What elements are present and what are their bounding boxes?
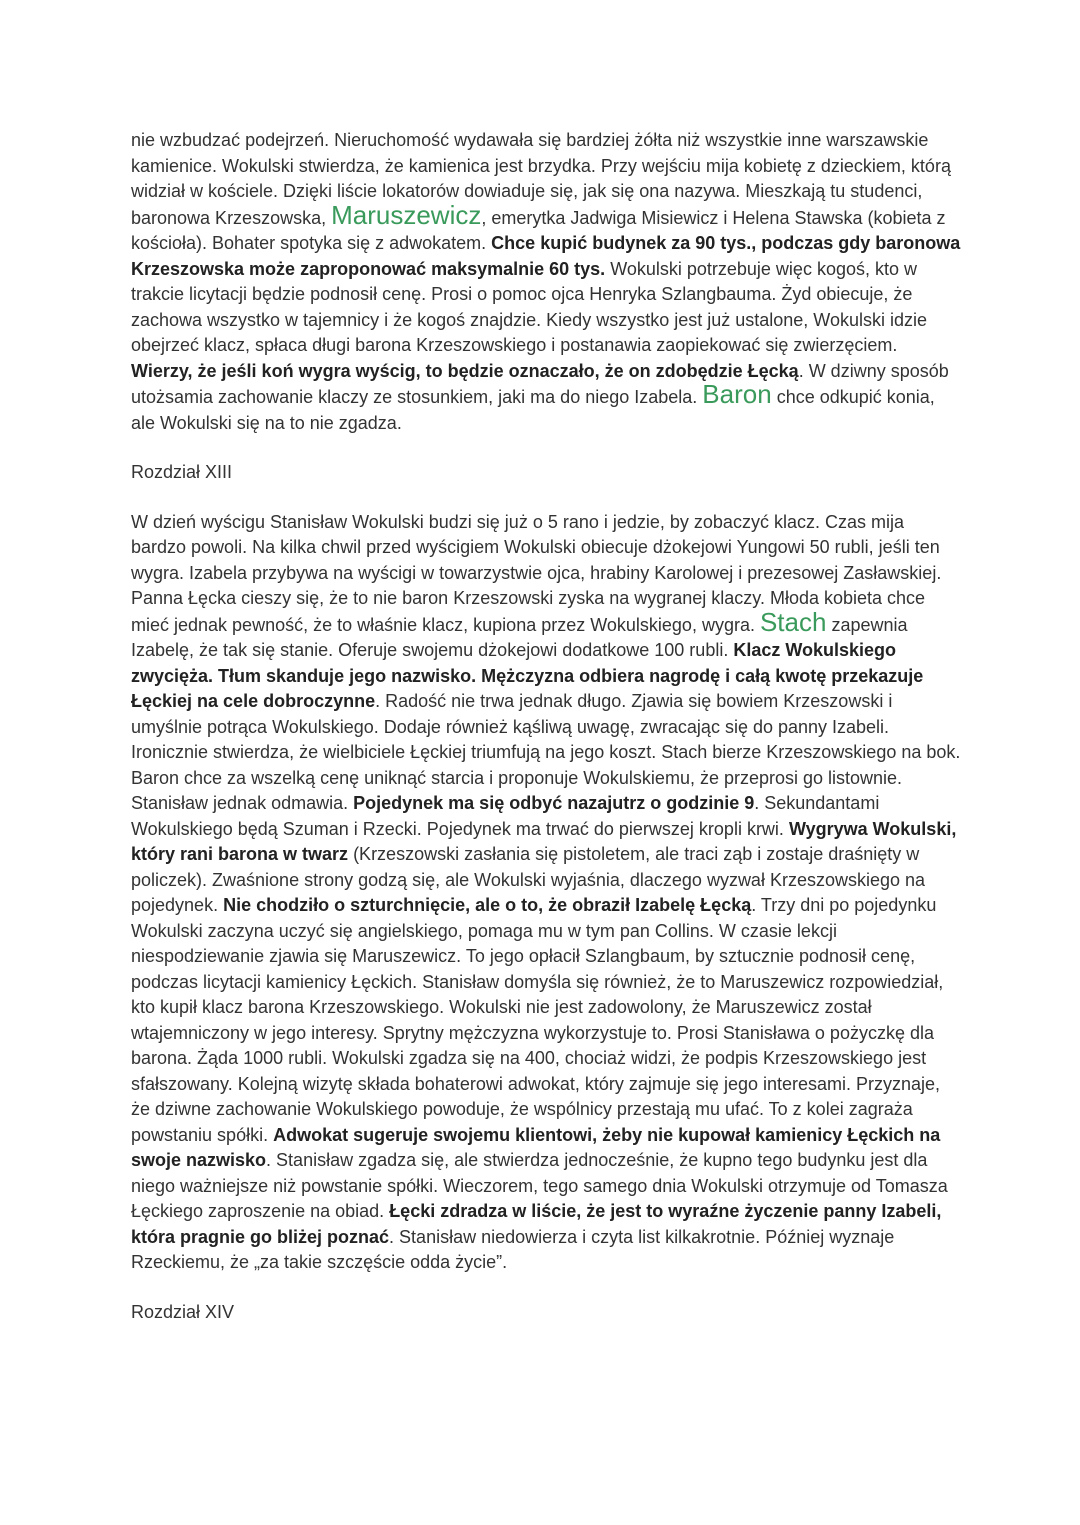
text-run: , emerytka Jadwiga Misiewicz i Helena Stawska (kobieta z kościoła). Bohater spotyka się z adwokatem. [131,207,946,253]
text-run: Wokulski potrzebuje więc kogoś, kto w trakcie licytacji będzie podnosił cenę. Prosi o pomoc ojca Henryka Szlangbauma. Żyd obiecuje, że zachowa wszystko w tajemnicy i że kogoś znajdzie. Kiedy wszystko jest już ustalone, Wokulski idzie obejrzeć klacz, spłaca długi barona Krzeszowskiego i postanawia zaopiekować się zwierzęciem. [131,258,927,355]
bold-text: Nie chodziło o szturchnięcie, ale o to, że obraził Izabelę Łęcką [223,895,752,915]
text-run: . W dziwny sposób utożsamia zachowanie klaczy ze stosunkiem, jaki ma do niego Izabela. [131,360,949,407]
bold-text: Chce kupić budynek za 90 tys., podczas gdy baronowa Krzeszowska może zaproponować maksymalnie 60 tys. [131,233,961,279]
bold-text: Klacz Wokulskiego zwycięża. Tłum skanduje jego nazwisko. Mężczyzna odbiera nagrodę i całą kwotę przekazuje Łęckiej na cele dobroczynne [131,640,924,711]
text-run: . Stanisław zgadza się, ale stwierdza jednocześnie, że kupno tego budynku jest dla niego ważniejsze niż powstanie spółki. Wieczorem, tego samego dnia Wokulski otrzymuje od Tomasza Łęckiego zaproszenie na obiad. [131,1150,948,1221]
text-run: nie wzbudzać podejrzeń. Nieruchomość wydawała się bardziej żółta niż wszystkie inne warszawskie kamienice. Wokulski stwierdza, że kamienica jest brzydka. Przy wejściu mija kobietę z dzieckiem, którą widział w kościele. Dzięki liście lokatorów dowiaduje się, jak się ona nazywa. Mieszkają tu studenci, baronowa Krzeszowska, [131,130,951,228]
text-run: zapewnia Izabelę, że tak się stanie. Oferuje swojemu dżokejowi dodatkowe 100 rubli. [131,614,908,660]
text-run: W dzień wyścigu Stanisław Wokulski budzi się już o 5 rano i jedzie, by zobaczyć klacz. Czas mija bardzo powoli. Na kilka chwil przed wyścigiem Wokulski obiecuje dżokejowi Yungowi 50 rubli, jeśli ten wygra. Izabela przybywa na wyścigi w towarzystwie ojca, hrabiny Karolowej i prezesowej Zasławskiej. Panna Łęcka cieszy się, że to nie baron Krzeszowski zyska na wygranej klaczy. Młoda kobieta chce mieć jednak pewność, że to właśnie klacz, kupiona przez Wokulskiego, wygra. [131,511,942,635]
paragraph-1 [131,128,961,436]
chapter-heading-xiii: Rozdział XIII [131,462,233,482]
document-body [131,128,961,1325]
text-run: (Krzeszowski zasłania się pistoletem, ale traci ząb i zostaje draśnięty w policzek). Zwaśnione strony godzą się, ale Wokulski wyjaśnia, dlaczego wyzwał Krzeszowskiego na pojedynek. [131,844,926,915]
paragraph-2 [131,510,961,1276]
text-run: . Radość nie trwa jednak długo. Zjawia się bowiem Krzeszowski i umyślnie potrąca Wokulskiego. Dodaje również kąśliwą uwagę, zwracając się do panny Izabeli. Ironicznie stwierdza, że wielbiciele Łęckiej triumfują na jego koszt. Stach bierze Krzeszowskiego na bok. Baron chce za wszelką cenę uniknąć starcia i proponuje Wokulskiemu, że przeprosi go listownie. Stanisław jednak odmawia. [131,691,961,813]
chapter-heading-xiv: Rozdział XIV [131,1301,235,1322]
bold-text: Adwokat sugeruje swojemu klientowi, żeby nie kupował kamienicy Łęckich na swoje nazwisko [131,1124,941,1170]
bold-text: Wygrywa Wokulski, który rani barona w twarz [131,818,957,864]
highlighted-name: Maruszewicz [331,199,482,230]
bold-text: Wierzy, że jeśli koń wygra wyścig, to będzie oznaczało, że on zdobędzie Łęcką [131,360,799,381]
bold-text: Łęcki zdradza w liście, że jest to wyraźne życzenie panny Izabeli, która pragnie go bliżej poznać [131,1201,942,1247]
text-run: . Trzy dni po pojedynku Wokulski zaczyna uczyć się angielskiego, pomaga mu w tym pan Collins. W czasie lekcji niespodziewanie zjawia się Maruszewicz. To jego opłacił Szlangbaum, by sztucznie podnosił cenę, podczas licytacji kamienicy Łęckich. Stanisław domyśla się również, że to Maruszewicz rozpowiedział, kto kupił klacz barona Krzeszowskiego. Wokulski nie jest zadowolony, że Maruszewicz został wtajemniczony w jego interesy. Sprytny mężczyzna wykorzystuje to. Prosi Stanisława o pożyczkę dla barona. Żąda 1000 rubli. Wokulski zgadza się na 400, chociaż widzi, że podpis Krzeszowskiego jest sfałszowany. Kolejną wizytę składa bohaterowi adwokat, który zajmuje się jego interesami. Przyznaje, że dziwne zachowanie Wokulskiego powoduje, że wspólnicy przestają mu ufać. To z kolei zagraża powstaniu spółki. [131,895,944,1145]
highlighted-name: Stach [759,606,827,637]
text-run: chce odkupić konia, ale Wokulski się na to nie zgadza. [131,387,935,433]
highlighted-name: Baron [702,379,772,409]
bold-text: Pojedynek ma się odbyć nazajutrz o godzinie 9 [353,793,755,813]
text-run: . Stanisław niedowierza i czyta list kilkakrotnie. Później wyznaje Rzeckiemu, że „za takie szczęście odda życie”. [131,1226,895,1272]
text-run: . Sekundantami Wokulskiego będą Szuman i Rzecki. Pojedynek ma trwać do pierwszej kropli krwi. [131,793,880,839]
